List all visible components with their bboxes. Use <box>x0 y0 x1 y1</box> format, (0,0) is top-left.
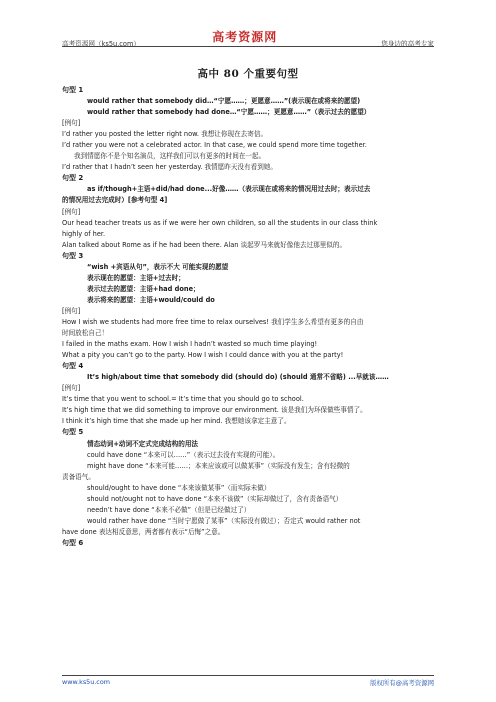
footer-website-link[interactable]: www.ks5u.com <box>62 678 110 686</box>
example-line: highly of her. <box>62 229 106 238</box>
example-line: needn’t have done “本来不必做”（但是已经做过了） <box>87 505 251 514</box>
pattern-line: 表示现在的愿望：主语+过去时； <box>87 273 185 282</box>
page-title: 高中 80 个重要句型 <box>197 68 299 80</box>
example-line: I think it’s high time that she made up her mind. 我想她该拿定主意了。 <box>62 417 291 426</box>
example-line: I’d rather you were not a celebrated actor. In that case, we could spend more time together. <box>62 141 367 150</box>
example-label: [例句] <box>62 306 81 315</box>
section-heading: 句型 1 <box>62 86 84 94</box>
example-line: It’s time that you went to school.= It’s time that you should go to school. <box>62 395 304 404</box>
pattern-line: as if/though+主语+did/had done...好像……（表示现在或将来的情况用过去时；表示过去 <box>87 185 371 194</box>
example-line: should/ought to have done “本来该做某事”（而实际未做） <box>87 483 271 492</box>
example-line: could have done “本来可以……”（表示过去没有实现的可能）。 <box>87 450 280 459</box>
pattern-line: would rather that somebody had done…“宁愿……；更愿意……”（表示过去的愿望） <box>87 108 371 117</box>
example-line: What a pity you can’t go to the party. How I wish I could dance with you at the party! <box>62 351 344 360</box>
example-line: have done 表达相反意思，两者都有表示“后悔”之意。 <box>62 527 225 536</box>
example-line: Our head teacher treats us as if we were her own children, so all the students in our class think <box>62 218 378 227</box>
example-line: might have done “本来可能……；本来应该或可以做某事”（实际没有发生；含有轻微的 <box>87 461 350 470</box>
example-label: [例句] <box>62 384 81 393</box>
example-line: I failed in the maths exam. How I wish I hadn’t wasted so much time playing! <box>62 340 318 349</box>
footer-divider <box>62 675 434 676</box>
example-line: 我到情愿你不是个知名演员，这样我们可以有更多的时间在一起。 <box>74 152 266 161</box>
section-heading: 句型 2 <box>62 174 84 183</box>
section-heading: 句型 5 <box>62 428 84 437</box>
pattern-line: 情态动词+动词不定式完成结构的用法 <box>87 439 199 448</box>
page-header <box>62 30 434 52</box>
example-line: How I wish we students had more free time to relax ourselves! 我们学生多么希望有更多的自由 <box>62 317 364 326</box>
example-line: would rather have done “当时宁愿做了某事”（实际没有做过）；否定式 would rather not <box>87 516 361 525</box>
pattern-line: It’s high/about time that somebody did (should do) (should 通常不省略) ...早就该…… <box>87 373 389 382</box>
example-line: 责备语气。 <box>62 472 95 481</box>
example-label: [例句] <box>62 207 81 216</box>
header-logo: 高考资源网 <box>212 30 278 44</box>
footer-copyright: 版权所有@高考资源网 <box>370 679 434 687</box>
header-site-name: 高考资源网（ks5u.com） <box>62 40 140 48</box>
example-label: [例句] <box>62 119 81 128</box>
pattern-line: 表示将来的愿望：主语+would/could do <box>87 295 215 304</box>
header-slogan: 您身边的高考专家 <box>381 40 434 48</box>
example-line: should not/ought not to have done “本来不该做”（实际却做过了，含有责备语气） <box>87 494 343 503</box>
document-body <box>62 85 434 549</box>
section-heading: 句型 6 <box>62 538 84 547</box>
example-line: I’d rather that I hadn’t seen her yesterday. 我情愿昨天没有看到她。 <box>62 163 277 172</box>
section-heading: 句型 4 <box>62 362 84 371</box>
pattern-line: 表示过去的愿望：主语+had done； <box>87 284 200 293</box>
example-line: I’d rather you posted the letter right now. 我想让你现在去寄信。 <box>62 130 268 139</box>
example-line: Alan talked about Rome as if he had been there. Alan 谈起罗马来就好像他去过那里似的。 <box>62 240 347 249</box>
header-divider <box>62 46 434 47</box>
example-line: 时间放松自己！ <box>62 329 109 338</box>
pattern-line: “wish +宾语从句”，表示不大 可能实现的愿望 <box>87 262 229 271</box>
pattern-line: 的情况用过去完成时）[参考句型 4] <box>62 196 168 205</box>
pattern-line: would rather that somebody did…“宁愿……；更愿意……”(表示现在或将来的愿望) <box>87 97 361 106</box>
example-line: It’s high time that we did something to improve our environment. 该是我们为环保做些事情了。 <box>62 406 367 415</box>
section-heading: 句型 3 <box>62 251 84 260</box>
